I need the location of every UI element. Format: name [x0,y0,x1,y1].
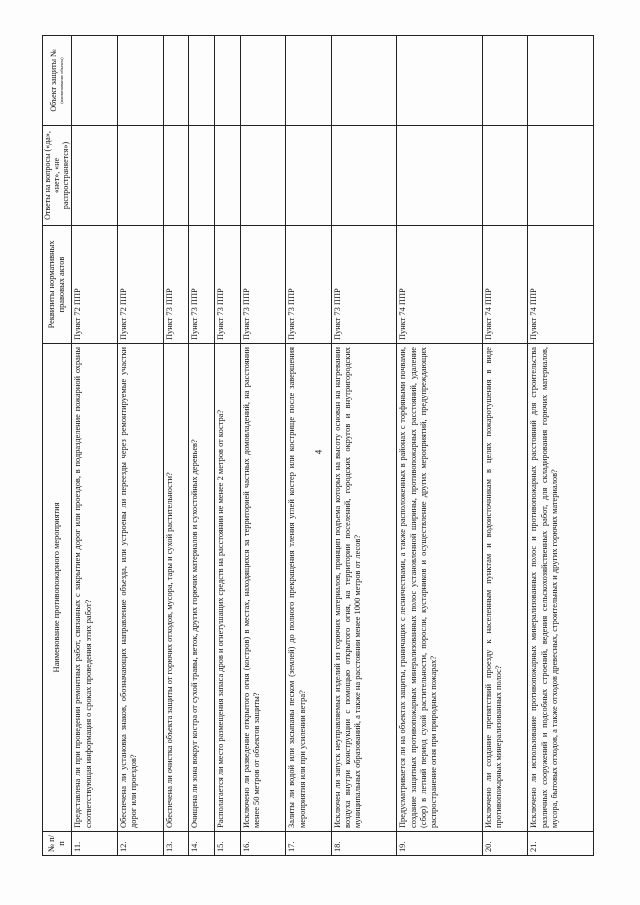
row-answer-cell[interactable] [528,126,594,226]
row-answer-cell[interactable] [163,126,189,226]
row-answer-cell[interactable] [286,126,332,226]
row-name: Исключен ли запуск неуправляемых изделий из горючих материалов, принцип подъема которых на высоту основан на нагревании воздуха внутри конструкции с помощью открытого огня, на территории поселений, городских округов и внутригородских муниципальных образований, а также на расстоянии менее 1000 метров от лесов? [331,344,397,832]
row-requisites: Пункт 74 ППР [528,226,594,344]
row-object-cell[interactable] [528,36,594,126]
row-name: Предусматривается ли на объектах защиты, граничащих с лесничествами, а также расположенных в районах с торфяными почвами, создание защитных противопожарных минерализованных полос установленной ширины, противопожарных расстояний, удаление (сбор) в летний период сухой растительности, поросли, кустарников и осуществление других мероприятий, предупреждающих распространение огня при природных пожарах? [397,344,482,832]
row-object-cell[interactable] [397,36,482,126]
row-answer-cell[interactable] [72,126,118,226]
row-name: Очищена ли зона вокруг костра от сухой травы, веток, других горючих материалов и сухостойных деревьев? [189,344,215,832]
table-row [163,36,189,856]
row-object-cell[interactable] [482,36,528,126]
row-num: 14. [189,832,215,856]
table-row [397,36,482,856]
row-answer-cell[interactable] [215,126,241,226]
row-num: 13. [163,832,189,856]
row-num: 17. [286,832,332,856]
row-num: 19. [397,832,482,856]
row-answer-cell[interactable] [482,126,528,226]
row-object-cell[interactable] [72,36,118,126]
row-name: Представлена ли при проведении ремонтных работ, связанных с закрытием дорог или проездов, в подразделение пожарной охраны соответствующая информация о сроках проведения этих работ? [72,344,118,832]
row-requisites: Пункт 72 ППР [72,226,118,344]
table-row [331,36,397,856]
row-num: 15. [215,832,241,856]
page-number: 4 [313,449,324,455]
row-object-cell[interactable] [163,36,189,126]
header-requisites: Реквизиты нормативных правовых актов [43,226,72,344]
row-answer-cell[interactable] [397,126,482,226]
header-answers: Ответы на вопросы («да», «нет», «не распространяется») [43,126,72,226]
table-row [482,36,528,856]
row-requisites: Пункт 73 ППР [286,226,332,344]
row-requisites: Пункт 73 ППР [331,226,397,344]
table-row [240,36,286,856]
table-row [189,36,215,856]
row-name: Располагается ли место размещения запаса дров и огнетушащих средств на расстоянии не менее 2 метров от костра? [215,344,241,832]
row-num: 16. [240,832,286,856]
row-requisites: Пункт 73 ППР [240,226,286,344]
table-row [528,36,594,856]
row-answer-cell[interactable] [331,126,397,226]
row-requisites: Пункт 74 ППР [482,226,528,344]
row-object-cell[interactable] [240,36,286,126]
row-requisites: Пункт 73 ППР [215,226,241,344]
header-object-sub: (наименование объекта) [58,57,64,104]
row-num: 18. [331,832,397,856]
row-name: Исключено ли разведение открытого огня (костров) в местах, находящихся за территорией частных домовладений, на расстоянии менее 50 метров от объектов защиты? [240,344,286,832]
row-requisites: Пункт 73 ППР [189,226,215,344]
header-name: Наименование противопожарного мероприятия [43,344,72,832]
row-answer-cell[interactable] [240,126,286,226]
table-row [215,36,241,856]
row-answer-cell[interactable] [118,126,164,226]
header-object [43,36,72,126]
row-num: 21. [528,832,594,856]
header-num: № п/п [43,832,72,856]
row-requisites: Пункт 72 ППР [118,226,164,344]
rotated-table-wrapper [42,36,594,856]
table-row [286,36,332,856]
row-answer-cell[interactable] [189,126,215,226]
row-name: Обеспечена ли установка знаков, обозначающих направление объезда, или устроены ли переезды через ремонтируемые участки дорог или проездов? [118,344,164,832]
row-object-cell[interactable] [118,36,164,126]
checklist-table [42,35,594,856]
row-requisites: Пункт 74 ППР [397,226,482,344]
table-row [72,36,118,856]
row-num: 12. [118,832,164,856]
row-name: Обеспечена ли очистка объекта защиты от горючих отходов, мусора, тары и сухой растительности? [163,344,189,832]
row-object-cell[interactable] [286,36,332,126]
row-num: 20. [482,832,528,856]
table-header-row [43,36,72,856]
table-row [118,36,164,856]
row-name: Залиты ли водой или засыпаны песком (землей) до полного прекращения тления углей костер или кострище после завершения мероприятия или при усилении ветра? [286,344,332,832]
row-object-cell[interactable] [215,36,241,126]
row-name: Исключено ли создание препятствий проезду к населенным пунктам и водоисточникам в целях пожаротушения в виде противопожарных минерализованных полос? [482,344,528,832]
row-num: 11. [72,832,118,856]
row-object-cell[interactable] [331,36,397,126]
row-requisites: Пункт 73 ППР [163,226,189,344]
row-object-cell[interactable] [189,36,215,126]
row-name: Исключено ли использование противопожарных минерализованных полос и противопожарных расстояний для строительства различных сооружений и подсобных строений, ведения сельскохозяйственных работ, для складирования горючих материалов, мусора, бытовых отходов, а также отходов древесных, строительных и других горючих материалов? [528,344,594,832]
header-object-label: Объект защиты № [48,49,58,112]
